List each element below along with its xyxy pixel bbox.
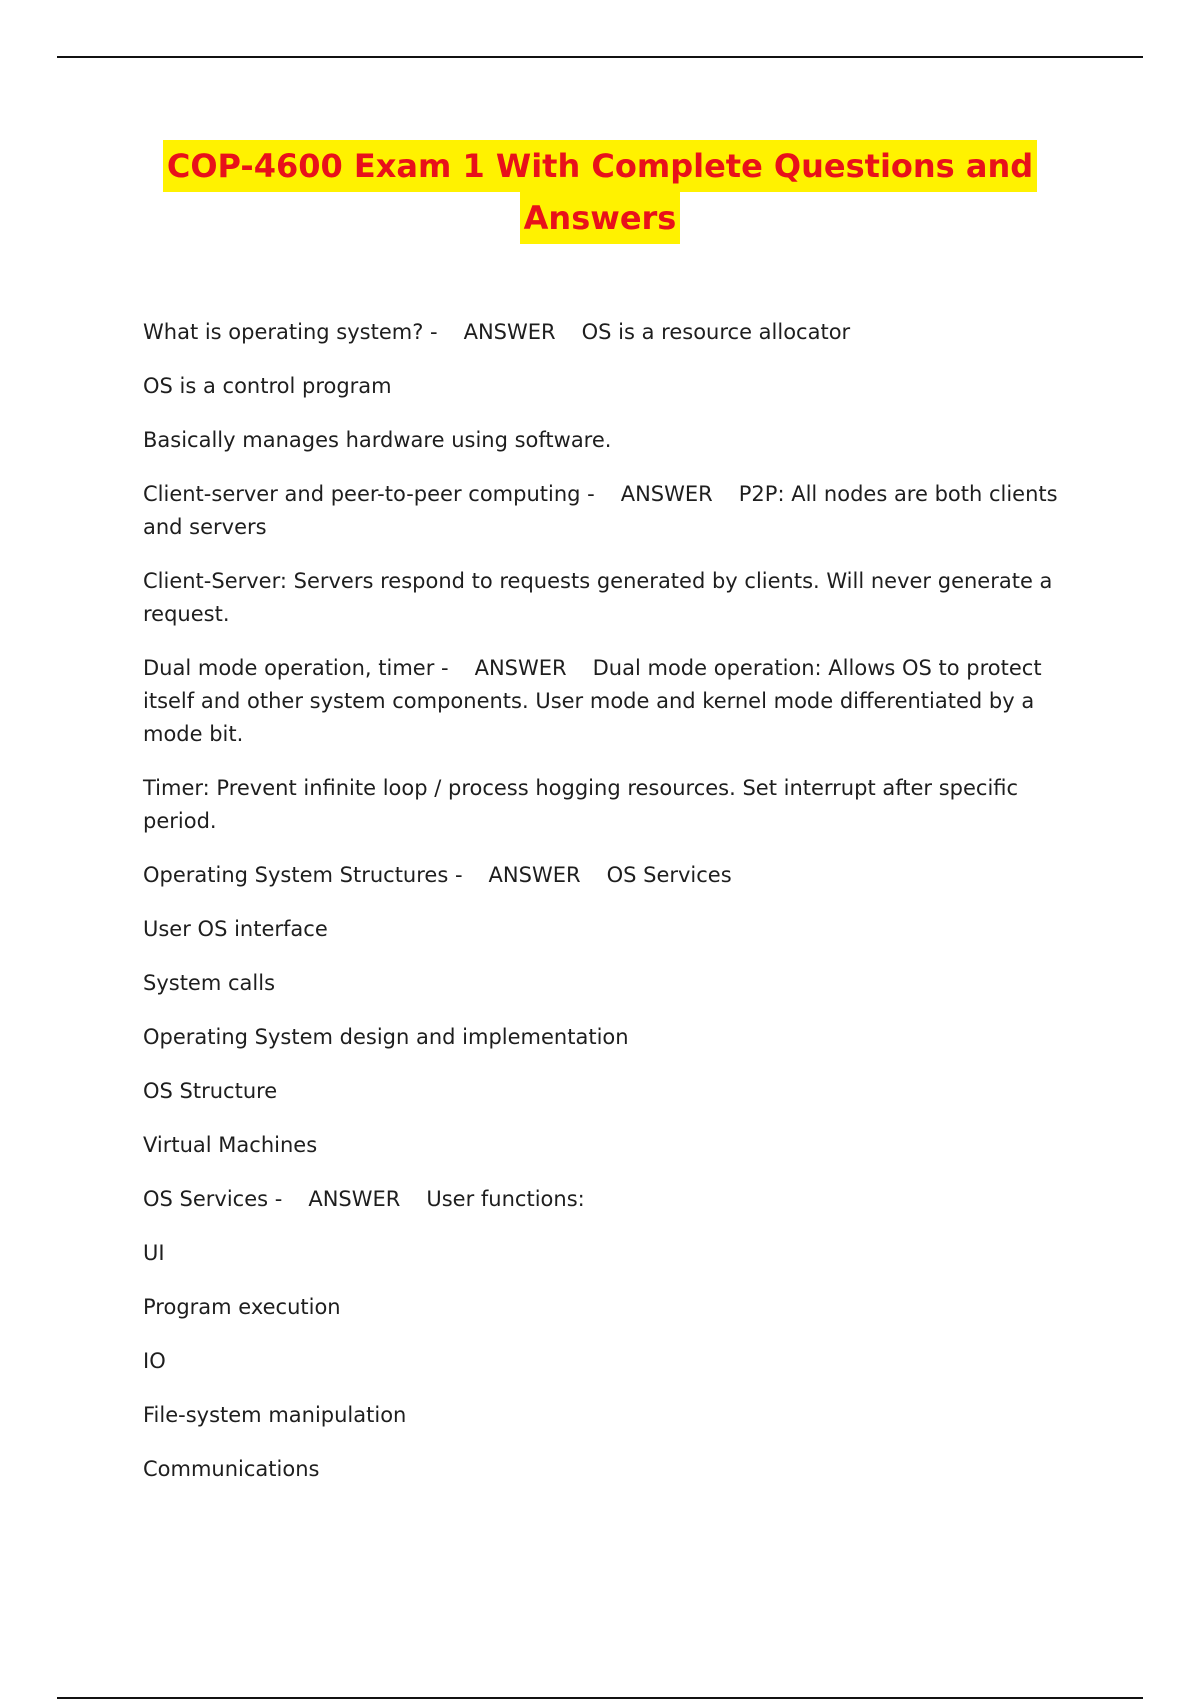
document-title (0, 140, 1200, 244)
answer-continuation: UI (143, 1241, 165, 1265)
question-text: Client-server and peer-to-peer computing - (143, 482, 595, 506)
answer-continuation: Operating System design and implementation (143, 1025, 629, 1049)
question-text: OS Services - (143, 1187, 283, 1211)
answer-text: OS is a resource allocator (581, 320, 851, 344)
answer-continuation: Client-Server: Servers respond to requests generated by clients. Will never generate a request. (143, 569, 1053, 626)
answer-continuation: OS Structure (143, 1079, 278, 1103)
qa-content (143, 316, 1093, 1507)
answer-text: P2P: All nodes are both clients and servers (143, 482, 1058, 539)
answer-continuation: Timer: Prevent infinite loop / process hogging resources. Set interrupt after specific period. (143, 776, 1019, 833)
question-text: What is operating system? - (143, 320, 438, 344)
qa-entry (143, 478, 1093, 544)
qa-entry (143, 652, 1093, 751)
answer-continuation: Virtual Machines (143, 1133, 318, 1157)
question-text: Operating System Structures - (143, 863, 463, 887)
answer-continuation: File-system manipulation (143, 1403, 407, 1427)
answer-continuation: Communications (143, 1457, 320, 1481)
qa-entry (143, 859, 1093, 892)
answer-continuation: IO (143, 1349, 166, 1373)
question-text: Dual mode operation, timer - (143, 656, 449, 680)
answer-label: ANSWER (488, 863, 581, 887)
answer-label: ANSWER (620, 482, 713, 506)
answer-text: OS Services (606, 863, 732, 887)
answer-continuation: OS is a control program (143, 374, 392, 398)
bottom-rule (57, 1697, 1143, 1699)
title-line-2: Answers (520, 192, 681, 244)
qa-entry (143, 316, 1093, 349)
answer-label: ANSWER (308, 1187, 401, 1211)
answer-text: User functions: (426, 1187, 585, 1211)
qa-entry (143, 1183, 1093, 1216)
answer-continuation: System calls (143, 971, 276, 995)
answer-label: ANSWER (463, 320, 556, 344)
answer-continuation: User OS interface (143, 917, 328, 941)
answer-text: Dual mode operation: Allows OS to protect itself and other system components. User mode and kernel mode differentiated by a mode bit. (143, 656, 1042, 746)
answer-continuation: Basically manages hardware using software. (143, 428, 612, 452)
top-rule (57, 56, 1143, 58)
title-line-1: COP-4600 Exam 1 With Complete Questions and (163, 140, 1037, 192)
answer-continuation: Program execution (143, 1295, 341, 1319)
answer-label: ANSWER (474, 656, 567, 680)
